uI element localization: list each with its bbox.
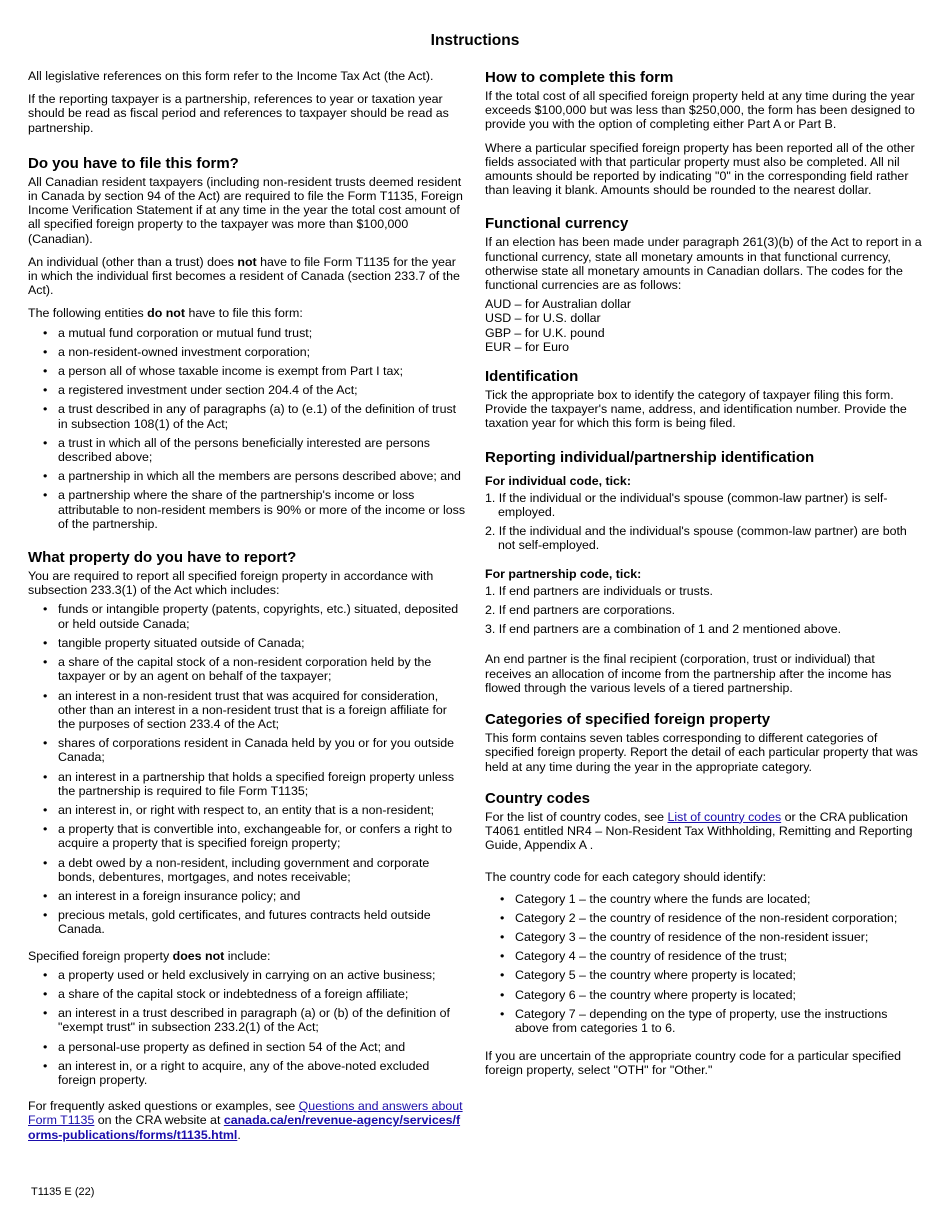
exempt-entities-list [28, 326, 466, 531]
list-item: • Category 4 – the country of residence of the trust; [485, 949, 923, 963]
how-paragraph-2: Where a particular specified foreign property has been reported all of the other fields associated with that particular property must also be completed. All nil amounts should be reported by indicating "0" in the corresponding field rather than leaving it blank. Amounts should be rounded to the nearest dollar. [485, 140, 915, 198]
end-partner-paragraph: An end partner is the final recipient (corporation, trust or individual) that receives an allocation of income from the partnership after the income has flowed through the various levels of a tiered partnership. [485, 652, 892, 695]
page-title: Instructions [430, 32, 520, 49]
individual-code-subheading: For individual code, tick: [485, 473, 631, 488]
how-heading: How to complete this form [485, 69, 674, 86]
list-item: 2. If end partners are corporations. [485, 603, 676, 618]
identification-heading: Identification [485, 368, 579, 386]
report-paragraph: You are required to report all specified foreign property in accordance with subsection 233.3(1) of the Act which includes: [28, 569, 434, 598]
functional-currency-heading: Functional currency [485, 215, 629, 233]
list-item: • an interest in a non-resident trust that was acquired for consideration, other than an interest in a non-resident trust that is a foreign affiliate for the purposes of section 233.4 of the Act; [28, 689, 466, 732]
exclusions-paragraph: Specified foreign property does not include: [28, 948, 271, 963]
list-item: • a mutual fund corporation or mutual fund trust; [28, 326, 466, 340]
cra-website-link[interactable]: canada.ca/en/revenue-agency/services/forms-publications/forms/t1135.html [28, 1113, 461, 1142]
country-codes-heading: Country codes [485, 789, 591, 807]
list-item: • an interest in, or a right to acquire, any of the above-noted excluded foreign property. [28, 1059, 466, 1087]
list-item: • a property that is convertible into, exchangeable for, or confers a right to acquire a property that is specified foreign property; [28, 822, 466, 850]
list-item: • an interest in a foreign insurance policy; and [28, 889, 466, 903]
currency-code-list [485, 297, 923, 354]
list-item: • a partnership where the share of the partnership's income or loss attributable to non-resident members is 90% or more of the income or loss of the partnership. [28, 488, 466, 531]
excluded-property-list [28, 968, 466, 1087]
file-paragraph-3: The following entities do not have to file this form: [28, 306, 303, 321]
intro-paragraph-1: All legislative references on this form refer to the Income Tax Act (the Act). [28, 69, 434, 83]
how-paragraph-1: If the total cost of all specified foreign property held at any time during the year exceeds $100,000 but was less than $250,000, the form has been designed to provide you with the option of completing either Part A or Part B. [485, 89, 915, 132]
list-item: • Category 1 – the country where the funds are located; [485, 892, 923, 906]
list-item: • a share of the capital stock or indebtedness of a foreign affiliate; [28, 987, 466, 1001]
categories-heading: Categories of specified foreign property [485, 711, 771, 729]
file-paragraph-1: All Canadian resident taxpayers (including non-resident trusts deemed resident in Canada by section 94 of the Act) are required to file the Form T1135, Foreign Income Verification Statement if at any time in the year the total cost amount of all specified foreign property to the taxpayer was more than $100,000 (Canadian). [28, 174, 463, 246]
list-item: • an interest in a trust described in paragraph (a) or (b) of the definition of "exempt trust" in subsection 233.2(1) of the Act; [28, 1006, 466, 1034]
list-item: • a property used or held exclusively in carrying on an active business; [28, 968, 466, 982]
list-item: • a person all of whose taxable income is exempt from Part I tax; [28, 364, 466, 378]
list-item: 1. If the individual or the individual's spouse (common-law partner) is self-employed. [485, 490, 888, 520]
list-item: 2. If the individual and the individual's spouse (common-law partner) are both not self-employed. [485, 524, 907, 553]
list-item: 3. If end partners are a combination of 1 and 2 mentioned above. [485, 622, 842, 637]
list-item: • an interest in, or right with respect to, an entity that is a non-resident; [28, 803, 466, 817]
faq-link[interactable]: Questions and answers about Form T1135 [28, 1099, 463, 1128]
list-item: • Category 5 – the country where property is located; [485, 968, 923, 982]
currency-code: USD – for U.S. dollar [485, 311, 601, 326]
left-column [28, 69, 466, 1151]
country-codes-paragraph-2: The country code for each category should identify: [485, 870, 767, 885]
list-item: • a non-resident-owned investment corporation; [28, 345, 466, 359]
partnership-code-list [485, 584, 923, 637]
list-item: • Category 2 – the country of residence of the non-resident corporation; [485, 911, 923, 925]
right-column [485, 69, 923, 1087]
list-item: • a personal-use property as defined in section 54 of the Act; and [28, 1040, 466, 1054]
country-code-category-list [485, 892, 923, 1036]
form-identifier: T1135 E (22) [31, 1186, 95, 1198]
list-item: • Category 7 – depending on the type of property, use the instructions above from categories 1 to 6. [485, 1007, 923, 1035]
list-item: • a trust described in any of paragraphs (a) to (e.1) of the definition of trust in subsection 108(1) of the Act; [28, 402, 466, 430]
report-heading: What property do you have to report? [28, 549, 297, 567]
file-heading: Do you have to file this form? [28, 154, 239, 172]
reporting-identification-heading: Reporting individual/partnership identification [485, 448, 815, 466]
list-item: 1. If end partners are individuals or trusts. [485, 583, 713, 598]
intro-paragraph-2: If the reporting taxpayer is a partnership, references to year or taxation year should be read as fiscal period and references to taxpayer should be read as partnership. [28, 92, 449, 135]
faq-paragraph: For frequently asked questions or examples, see Questions and answers about Form T1135 on the CRA website at canada.ca/en/revenue-agency/services/forms-publications/forms/t1135.html. [28, 1099, 463, 1142]
list-item: • a trust in which all of the persons beneficially interested are persons described above; [28, 436, 466, 464]
country-codes-link[interactable]: List of country codes [667, 809, 782, 824]
currency-code: GBP – for U.K. pound [485, 325, 605, 340]
list-item: • an interest in a partnership that holds a specified foreign property unless the partnership is required to file Form T1135; [28, 770, 466, 798]
functional-currency-paragraph: If an election has been made under paragraph 261(3)(b) of the Act to report in a functional currency, state all monetary amounts in that functional currency, otherwise state all monetary amounts in Canadian dollars. The codes for the functional currencies are as follows: [485, 235, 922, 293]
currency-code: AUD – for Australian dollar [485, 297, 632, 312]
list-item: • Category 3 – the country of residence of the non-resident issuer; [485, 930, 923, 944]
country-codes-paragraph-3: If you are uncertain of the appropriate country code for a particular specified foreign property, select "OTH" for "Other." [485, 1049, 902, 1078]
list-item: • tangible property situated outside of Canada; [28, 636, 466, 650]
list-item: • precious metals, gold certificates, and futures contracts held outside Canada. [28, 908, 466, 936]
list-item: • a share of the capital stock of a non-resident corporation held by the taxpayer or by an agent on behalf of the taxpayer; [28, 655, 466, 683]
list-item: • shares of corporations resident in Canada held by you or for you outside Canada; [28, 736, 466, 764]
individual-code-list [485, 491, 923, 553]
list-item: • a partnership in which all the members are persons described above; and [28, 469, 466, 483]
categories-paragraph: This form contains seven tables corresponding to different categories of specified foreign property. Report the detail of each particular property that was held at any time during the year in the appropriate category. [485, 731, 918, 774]
currency-code: EUR – for Euro [485, 339, 570, 354]
list-item: • Category 6 – the country where property is located; [485, 988, 923, 1002]
list-item: • funds or intangible property (patents, copyrights, etc.) situated, deposited or held outside Canada; [28, 602, 466, 630]
list-item: • a registered investment under section 204.4 of the Act; [28, 383, 466, 397]
identification-paragraph: Tick the appropriate box to identify the category of taxpayer filing this form. Provide the taxpayer's name, address, and identification number. Provide the taxation year for which this form is being filed. [485, 388, 907, 431]
partnership-code-subheading: For partnership code, tick: [485, 566, 642, 581]
list-item: • a debt owed by a non-resident, including government and corporate bonds, debentures, mortgages, and notes receivable; [28, 856, 466, 884]
file-paragraph-2: An individual (other than a trust) does not have to file Form T1135 for the year in which the individual first becomes a resident of Canada (section 233.7 of the Act). [28, 254, 460, 298]
country-codes-paragraph-1: For the list of country codes, see List of country codes or the CRA publication T4061 entitled NR4 – Non-Resident Tax Withholding, Remitting and Reporting Guide, Appendix A . [485, 809, 913, 853]
reportable-property-list [28, 602, 466, 936]
